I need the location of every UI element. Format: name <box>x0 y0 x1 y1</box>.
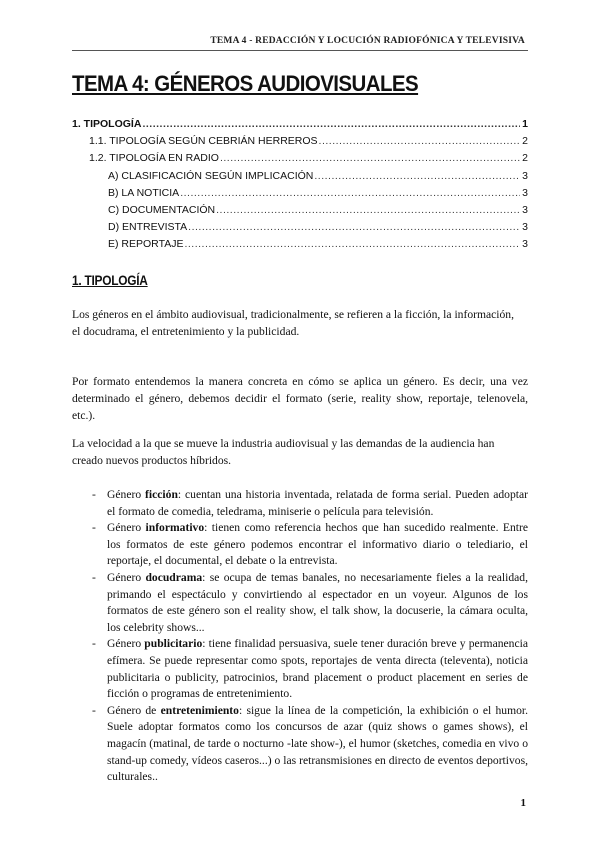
toc-leader <box>184 238 520 250</box>
section-heading-tipologia: 1. TIPOLOGÍA <box>72 272 148 288</box>
bullet-text: : sigue la línea de la competición, la exhibición o el humor. Suele adoptar formatos como los concursos de azar (quiz shows o games shows), el magacín (matinal, de tarde o nocturno -late show-), el humor (sketches, comedia en vivo o stand-up comedy, vídeos caseros...) o las retransmisiones en directo de eventos deportivos, culturales.. <box>107 703 528 784</box>
toc-entry-label: 1. TIPOLOGÍA <box>72 118 142 130</box>
bullet-prefix: Género de <box>107 703 161 717</box>
paragraph-line: el docudrama, el entretenimiento y la publicidad. <box>72 325 300 338</box>
toc-entry-page: 3 <box>522 238 528 251</box>
toc-entry-label: B) LA NOTICIA <box>108 186 180 199</box>
bullet-prefix: Género <box>107 521 146 535</box>
bullet-marker: - <box>92 488 96 501</box>
toc-entry-entrevista[interactable] <box>72 221 528 238</box>
bullet-marker: - <box>92 703 96 717</box>
bullet-marker: - <box>92 570 96 584</box>
list-item-entretenimiento <box>92 703 528 786</box>
bullet-text: : se ocupa de temas banales, no necesariamente fieles a la realidad, primando el espectáculo y convirtiendo al espectador en un voyeur. Algunos de los formatos de este género son el reality show, el talk show, la docuserie, la cámara oculta, los celebrity shows... <box>107 570 528 634</box>
paragraph-velocidad: La velocidad a la que se mueve la industria audiovisual y las demandas de la audiencia han creado nuevos productos híbridos. <box>72 437 495 467</box>
toc-entry-tipologia[interactable] <box>72 118 528 135</box>
toc-entry-page: 3 <box>522 203 528 216</box>
bullet-text: : tiene finalidad persuasiva, suele tener duración breve y permanencia efímera. Se puede representar como spots, reportajes de venta directa (televenta), noticia publicitaria o publicity, patrocinios, brand placement o product placement en series de ficción o programas de entretenimiento. <box>107 637 528 701</box>
header-divider <box>72 50 528 51</box>
toc-entry-reportaje[interactable] <box>72 238 528 255</box>
toc-entry-label: E) REPORTAJE <box>108 238 184 251</box>
bullet-term: informativo <box>145 521 205 535</box>
toc-entry-label: A) CLASIFICACIÓN SEGÚN IMPLICACIÓN <box>108 169 314 182</box>
toc-leader <box>188 221 520 233</box>
running-header: TEMA 4 - REDACCIÓN Y LOCUCIÓN RADIOFÓNICA Y TELEVISIVA <box>210 36 525 46</box>
toc-entry-label: C) DOCUMENTACIÓN <box>108 203 216 216</box>
list-item-ficcion <box>92 487 528 520</box>
toc-entry-page: 3 <box>522 221 528 234</box>
toc-leader <box>314 170 520 182</box>
toc-entry-label: 1.1. TIPOLOGÍA SEGÚN CEBRIÁN HERREROS <box>89 135 318 148</box>
toc-entry-noticia[interactable] <box>72 187 528 204</box>
list-item-docudrama <box>92 570 528 636</box>
paragraph-line: Los géneros en el ámbito audiovisual, tradicionalmente, se refieren a la ficción, la información, <box>72 308 515 321</box>
paragraph-generos <box>72 306 528 340</box>
toc-entry-cebrian[interactable] <box>72 135 528 152</box>
list-item-informativo <box>92 520 528 570</box>
bullet-term: publicitario <box>144 637 203 651</box>
main-title: TEMA 4: GÉNEROS AUDIOVISUALES <box>72 71 419 96</box>
bullet-term: entretenimiento <box>160 703 239 717</box>
toc-entry-page: 2 <box>522 135 528 148</box>
bullet-term: docudrama <box>145 570 203 584</box>
toc-leader <box>319 135 521 147</box>
bullet-marker: - <box>92 637 96 651</box>
toc-entry-page: 1 <box>522 118 528 130</box>
toc-leader <box>180 187 520 199</box>
genre-list <box>92 487 528 786</box>
toc-entry-page: 3 <box>522 169 528 182</box>
toc-entry-clasificacion[interactable] <box>72 170 528 187</box>
toc-entry-documentacion[interactable] <box>72 204 528 221</box>
bullet-marker: - <box>92 521 96 535</box>
page-number: 1 <box>520 797 526 809</box>
toc-leader <box>220 152 520 164</box>
bullet-prefix: Género <box>107 488 146 501</box>
toc-leader <box>216 204 520 216</box>
bullet-text: : cuentan una historia inventada, relatada de forma serial. Pueden adoptar el formato de comedia, teledrama, miniserie o película para televisión. <box>107 488 528 518</box>
toc-entry-label: 1.2. TIPOLOGÍA EN RADIO <box>89 152 219 165</box>
toc-entry-page: 2 <box>522 152 528 165</box>
paragraph-formato: Por formato entendemos la manera concreta en cómo se aplica un género. Es decir, una vez determinado el género, debemos decidir el formato (serie, reality show, reportaje, telenovela, etc.). <box>72 375 528 422</box>
bullet-text: : tienen como referencia hechos que han sucedido realmente. Entre los formatos de este género podemos encontrar el informativo diario o telediario, el reportaje, el documental, el debate o la entrevista. <box>107 521 528 568</box>
toc-leader <box>142 118 520 130</box>
table-of-contents <box>72 118 528 256</box>
bullet-term: ficción <box>145 488 178 501</box>
toc-entry-label: D) ENTREVISTA <box>108 221 188 234</box>
toc-entry-radio[interactable] <box>72 152 528 169</box>
list-item-publicitario <box>92 636 528 702</box>
bullet-prefix: Género <box>107 570 146 584</box>
bullet-prefix: Género <box>107 637 145 651</box>
toc-entry-page: 3 <box>522 186 528 199</box>
